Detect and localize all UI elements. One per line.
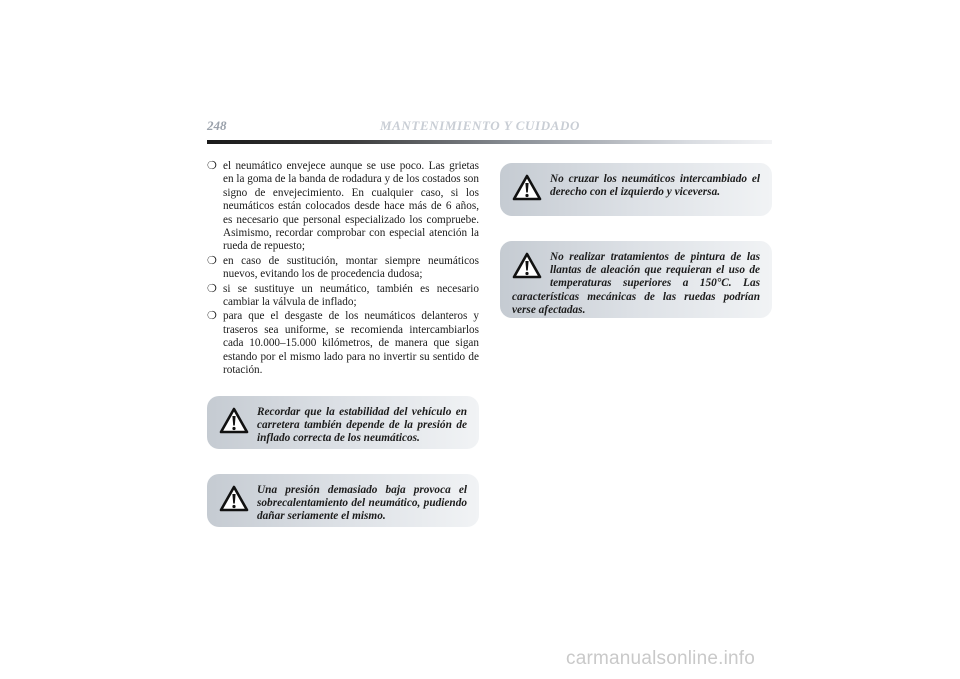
warning-text: Recordar que la estabilidad del vehículo en carretera también depende de la presión de inflado correcta de los neumáticos.	[257, 406, 467, 445]
warning-text: No realizar tratamientos de pintura de las llantas de aleación que requieran el uso de temperaturas superiores a 150°C. Las características mecánicas de las ruedas podrían verse afectadas.	[512, 251, 760, 316]
list-item	[207, 160, 479, 254]
list-item	[207, 283, 479, 310]
warning-box-stability	[207, 396, 479, 449]
list-item	[207, 255, 479, 282]
page-number: 248	[207, 118, 227, 133]
bullet-list	[207, 160, 479, 378]
warning-box-pressure	[207, 474, 479, 527]
section-title: MANTENIMIENTO Y CUIDADO	[380, 118, 580, 133]
bullet-circle-icon: ❍	[207, 254, 217, 267]
warning-text: Una presión demasiado baja provoca el sobrecalentamiento del neumático, pudiendo dañar seriamente el mismo.	[257, 484, 467, 523]
header-rule	[207, 140, 772, 144]
warning-triangle-icon	[512, 252, 542, 279]
warning-box-paint	[500, 241, 772, 318]
bullet-circle-icon: ❍	[207, 160, 217, 172]
warning-text: No cruzar los neumáticos intercambiado el derecho con el izquierdo y viceversa.	[550, 173, 760, 199]
watermark: carmanualsonline.info	[566, 648, 756, 669]
list-item-text: en caso de sustitución, montar siempre neumáticos nuevos, evitando los de procedencia dudosa;	[223, 254, 479, 281]
warning-triangle-icon	[219, 485, 249, 512]
list-item	[207, 310, 479, 377]
warning-box-crossing	[500, 163, 772, 216]
bullet-circle-icon: ❍	[207, 282, 217, 295]
page-header	[207, 116, 772, 138]
left-column	[207, 160, 479, 379]
list-item-text: si se sustituye un neumático, también es necesario cambiar la válvula de inflado;	[223, 282, 479, 309]
list-item-text: el neumático envejece aunque se use poco. Las grietas en la goma de la banda de rodadura y de los costados son signo de envejecimiento. En cualquier caso, si los neumáticos están colocados desde hace más de 6 años, es necesario que personal especializado los compruebe. Asimismo, recordar comprobar con especial atención la rueda de repuesto;	[223, 160, 479, 253]
warning-triangle-icon	[219, 407, 249, 434]
list-item-text: para que el desgaste de los neumáticos delanteros y traseros sea uniforme, se recomienda intercambiarlos cada 10.000–15.000 kilómetros, de manera que sigan estando por el mismo lado para no invertir su sentido de rotación.	[223, 310, 479, 377]
warning-triangle-icon	[512, 174, 542, 201]
bullet-circle-icon: ❍	[207, 310, 217, 323]
